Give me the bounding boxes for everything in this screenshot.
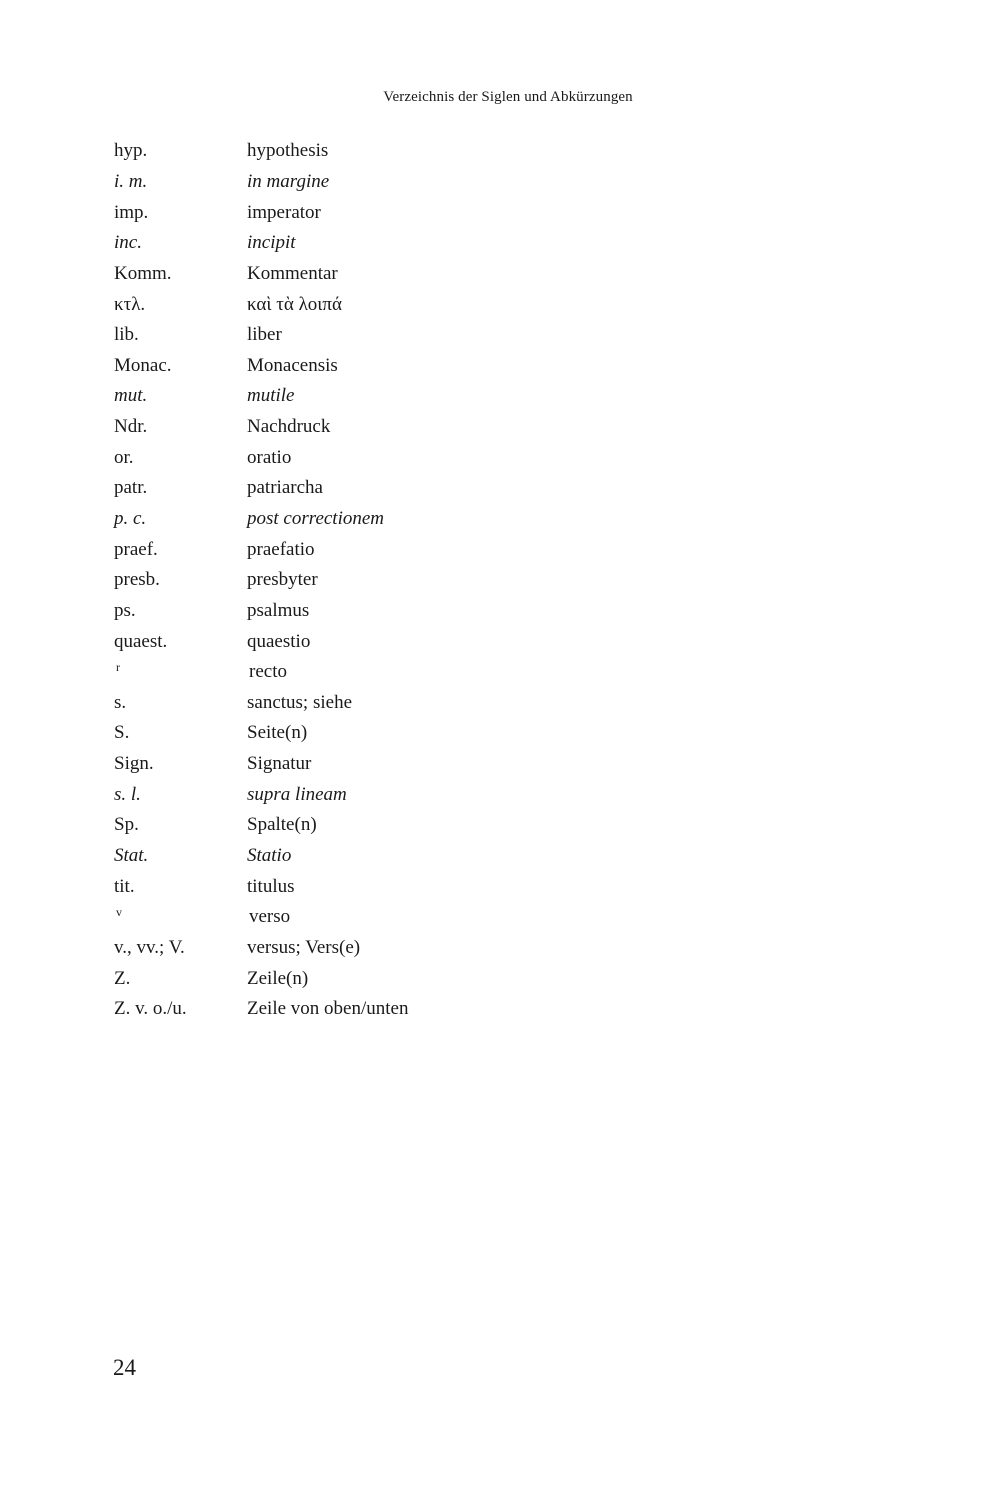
abbreviation-row [114, 565, 714, 596]
abbreviation: Stat. [114, 845, 149, 867]
abbreviation-row [114, 871, 714, 902]
abbreviation: Sign. [114, 753, 154, 775]
abbreviation-expansion: incipit [247, 232, 296, 254]
abbreviation: Monac. [114, 354, 172, 376]
abbreviation-expansion: oratio [247, 446, 292, 468]
abbreviation-expansion: hypothesis [247, 140, 329, 162]
abbreviation-row [114, 136, 714, 167]
abbreviation-expansion: verso [249, 906, 291, 928]
abbreviation-expansion: praefatio [247, 538, 315, 560]
abbreviation-row [114, 473, 714, 504]
abbreviation-expansion: supra lineam [247, 783, 347, 805]
abbreviation: s. l. [114, 783, 141, 805]
abbreviation-expansion: recto [249, 661, 287, 683]
abbreviation: r [116, 659, 120, 674]
abbreviation: patr. [114, 477, 148, 499]
abbreviation-row [114, 657, 714, 688]
abbreviation: inc. [114, 232, 142, 254]
abbreviation-row [114, 259, 714, 290]
abbreviation-row [114, 412, 714, 443]
abbreviation: Z. v. o./u. [114, 998, 187, 1020]
abbreviation-expansion: liber [247, 324, 282, 346]
abbreviation: v [116, 905, 122, 920]
abbreviation-expansion: Nachdruck [247, 416, 331, 438]
abbreviation-row [114, 534, 714, 565]
abbreviation-expansion: Zeile(n) [247, 967, 309, 989]
abbreviation-row [114, 688, 714, 719]
abbreviation: ps. [114, 599, 136, 621]
abbreviation: v., vv.; V. [114, 936, 185, 958]
abbreviation-expansion: quaestio [247, 630, 311, 652]
abbreviation-row [114, 902, 714, 933]
abbreviation: praef. [114, 538, 158, 560]
abbreviation-row [114, 504, 714, 535]
abbreviation-expansion: titulus [247, 875, 295, 897]
abbreviation-expansion: imperator [247, 201, 321, 223]
abbreviation-expansion: post correctionem [247, 508, 385, 529]
abbreviation: or. [114, 446, 134, 468]
abbreviation: κτλ. [114, 293, 146, 315]
abbreviation-row [114, 810, 714, 841]
abbreviation-row [114, 749, 714, 780]
abbreviation-expansion: psalmus [247, 599, 310, 621]
abbreviation-row [114, 442, 714, 473]
abbreviation-row [114, 350, 714, 381]
abbreviation-row [114, 381, 714, 412]
abbreviation: quaest. [114, 630, 168, 652]
abbreviation-expansion: Monacensis [247, 354, 338, 376]
abbreviation-row [114, 933, 714, 964]
abbreviation-expansion: Seite(n) [247, 722, 308, 744]
abbreviation-expansion: in margine [247, 170, 330, 192]
abbreviation: hyp. [114, 140, 148, 162]
abbreviation-expansion: καὶ τὰ λοιπά [247, 293, 342, 315]
abbreviation: Komm. [114, 262, 172, 284]
abbreviation-row [114, 289, 714, 320]
abbreviation-row [114, 779, 714, 810]
abbreviation-row [114, 596, 714, 627]
abbreviation-expansion: Signatur [247, 753, 312, 775]
abbreviation-expansion: Kommentar [247, 262, 338, 284]
abbreviation-row [114, 841, 714, 872]
abbreviation-row [114, 197, 714, 228]
abbreviation-expansion: sanctus; siehe [247, 691, 353, 713]
abbreviation-row [114, 626, 714, 657]
abbreviation-expansion: Statio [247, 845, 292, 867]
abbreviation-list [114, 136, 714, 1025]
abbreviation: Sp. [114, 814, 139, 836]
abbreviation-row [114, 718, 714, 749]
page-number: 24 [113, 1355, 136, 1380]
abbreviation-row [114, 963, 714, 994]
abbreviation-row [114, 320, 714, 351]
abbreviation-expansion: patriarcha [247, 477, 323, 499]
abbreviation-row [114, 994, 714, 1025]
running-head: Verzeichnis der Siglen und Abkürzungen [383, 89, 633, 105]
abbreviation: lib. [114, 324, 139, 346]
abbreviation: Z. [114, 967, 131, 989]
abbreviation: i. m. [114, 170, 148, 192]
abbreviation: mut. [114, 385, 148, 407]
abbreviation-expansion: mutile [247, 385, 295, 407]
abbreviation: imp. [114, 201, 149, 223]
abbreviation-expansion: Spalte(n) [247, 814, 317, 836]
abbreviation-row [114, 228, 714, 259]
abbreviation-row [114, 167, 714, 198]
abbreviation: S. [114, 722, 130, 744]
abbreviation-expansion: versus; Vers(e) [247, 936, 361, 958]
abbreviation: presb. [114, 569, 160, 591]
abbreviation: p. c. [114, 508, 147, 529]
abbreviation: Ndr. [114, 416, 148, 438]
abbreviation: s. [114, 691, 127, 713]
abbreviation-expansion: Zeile von oben/unten [247, 998, 409, 1020]
abbreviation-expansion: presbyter [247, 569, 318, 591]
abbreviation: tit. [114, 875, 135, 897]
